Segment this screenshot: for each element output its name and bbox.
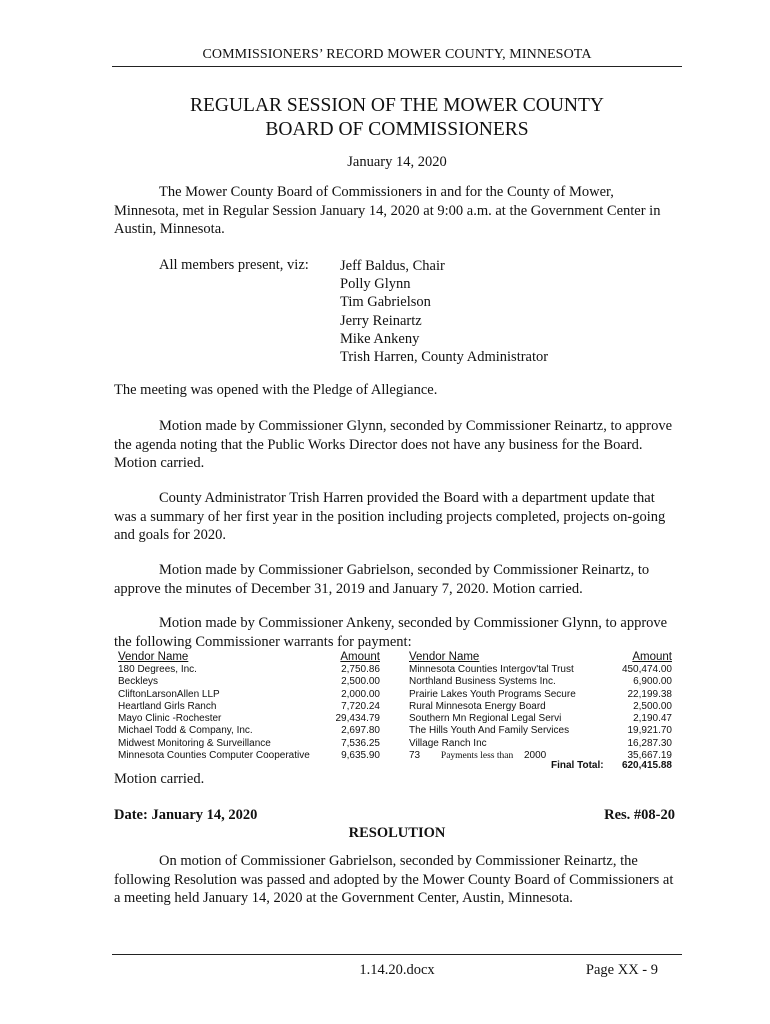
- members-label: All members present, viz:: [159, 257, 309, 273]
- table-cell-vendor: CliftonLarsonAllen LLP: [118, 688, 220, 700]
- session-date: January 14, 2020: [347, 154, 447, 170]
- resolution-date: Date: January 14, 2020: [114, 807, 258, 823]
- amount-header: Amount: [340, 651, 380, 663]
- table-cell-amount: 29,434.79: [335, 713, 380, 725]
- table-cell-amount: 2,500.00: [633, 700, 672, 712]
- member-name: Jerry Reinartz: [340, 312, 422, 329]
- vendor-name-header: Vendor Name: [118, 651, 189, 663]
- amount-header: Amount: [632, 651, 672, 663]
- footer-rule: [112, 954, 682, 955]
- footer-filename: 1.14.20.docx: [359, 962, 435, 978]
- resolution-paragraph: On motion of Commissioner Gabrielson, seconded by Commissioner Reinartz, the following Resolution was passed and adopted by the Mower County Board of Commissioners at a meeting held January 14, 2020 at the Government Center, Austin, Minnesota.: [114, 853, 674, 906]
- member-name: Trish Harren, County Administrator: [340, 349, 549, 366]
- table-cell-vendor: Mayo Clinic -Rochester: [118, 713, 222, 725]
- table-cell-amount: 7,720.24: [341, 700, 380, 712]
- small-payments-label: Payments less than: [440, 751, 514, 762]
- table-cell-amount: 2,000.00: [341, 688, 380, 700]
- table-cell-amount: 2,500.00: [341, 676, 380, 688]
- table-cell-amount: 2,750.86: [341, 664, 380, 675]
- table-cell-vendor: Michael Todd & Company, Inc.: [118, 725, 253, 737]
- table-cell-amount: 16,287.30: [627, 737, 672, 749]
- intro-paragraph: The Mower County Board of Commissioners in and for the County of Mower, Minnesota, met in Regular Session January 14, 2020 at 9:00 a.m. at the Government Center in Austin, Minnesota.: [114, 184, 661, 237]
- member-name: Polly Glynn: [340, 276, 411, 293]
- table-cell-amount: 6,900.00: [633, 676, 672, 688]
- table-cell-vendor: Beckleys: [118, 676, 159, 688]
- table-cell-amount: 2,697.80: [341, 725, 380, 737]
- left-amount-column: [318, 650, 380, 762]
- vendor-name-header: Vendor Name: [409, 651, 480, 663]
- footer-page-number: Page XX - 9: [585, 962, 658, 978]
- title-line-2: BOARD OF COMMISSIONERS: [265, 119, 529, 140]
- pledge-paragraph: The meeting was opened with the Pledge of Allegiance.: [114, 382, 438, 398]
- table-cell-amount: 7,536.25: [341, 737, 380, 749]
- title-line-1: REGULAR SESSION OF THE MOWER COUNTY: [189, 95, 605, 116]
- table-cell-amount: 450,474.00: [621, 664, 672, 675]
- table-cell-vendor: Heartland Girls Ranch: [118, 700, 217, 712]
- warrants-motion-paragraph: Motion made by Commissioner Ankeny, seconded by Commissioner Glynn, to approve the following Commissioner warrants for payment:: [114, 615, 668, 650]
- table-cell-vendor: Midwest Monitoring & Surveillance: [118, 737, 271, 749]
- left-vendor-column: [118, 650, 318, 762]
- member-name: Jeff Baldus, Chair: [340, 258, 445, 274]
- table-cell-vendor: Prairie Lakes Youth Programs Secure: [409, 688, 576, 700]
- motion-carried: Motion carried.: [114, 771, 205, 787]
- minutes-motion-paragraph: Motion made by Commissioner Gabrielson, seconded by Commissioner Reinartz, to approve the minutes of December 31, 2019 and January 7, 2020. Motion carried.: [114, 562, 650, 597]
- small-payments-count: 73: [409, 750, 421, 762]
- table-cell-amount: 2,190.47: [633, 713, 672, 725]
- running-head: COMMISSIONERS’ RECORD MOWER COUNTY, MINNESOTA: [202, 47, 592, 62]
- member-name: Tim Gabrielson: [340, 294, 431, 311]
- table-cell-vendor: Rural Minnesota Energy Board: [409, 700, 546, 712]
- administrator-update-paragraph: County Administrator Trish Harren provided the Board with a department update that was a summary of her first year in the position including projects completed, projects on-going and goals for 2020.: [114, 490, 666, 543]
- table-cell-vendor: The Hills Youth And Family Services: [409, 725, 570, 737]
- document-title: [112, 94, 682, 142]
- right-vendor-column: [409, 650, 609, 762]
- table-cell-amount: 22,199.38: [627, 688, 672, 700]
- table-cell-vendor: Minnesota Counties Computer Cooperative: [118, 750, 310, 762]
- table-cell-amount: 19,921.70: [627, 725, 672, 737]
- table-cell-vendor: Minnesota Counties Intergov'tal Trust: [409, 664, 574, 675]
- member-name: Mike Ankeny: [340, 330, 420, 347]
- header-rule: [112, 66, 682, 67]
- resolution-heading: RESOLUTION: [348, 825, 446, 841]
- table-cell-amount: 9,635.90: [341, 750, 380, 762]
- final-total-label: Final Total:: [551, 760, 604, 771]
- table-cell-vendor: Village Ranch Inc: [409, 737, 487, 749]
- agenda-motion-paragraph: Motion made by Commissioner Glynn, seconded by Commissioner Reinartz, to approve the agenda noting that the Public Works Director does not have any business for the Board. Motion carried.: [114, 418, 673, 471]
- members-list: [340, 257, 548, 366]
- warrants-table: [118, 650, 678, 770]
- right-amount-column: [609, 650, 672, 762]
- table-cell-vendor: Southern Mn Regional Legal Servi: [409, 713, 562, 725]
- table-cell-vendor: Northland Business Systems Inc.: [409, 676, 556, 688]
- final-total-amount: 620,415.88: [621, 760, 672, 771]
- resolution-number: Res. #08-20: [604, 807, 675, 823]
- small-payments-threshold: 2000: [524, 750, 547, 762]
- small-payments-amount: 35,667.19: [627, 750, 672, 762]
- table-cell-vendor: 180 Degrees, Inc.: [118, 664, 197, 675]
